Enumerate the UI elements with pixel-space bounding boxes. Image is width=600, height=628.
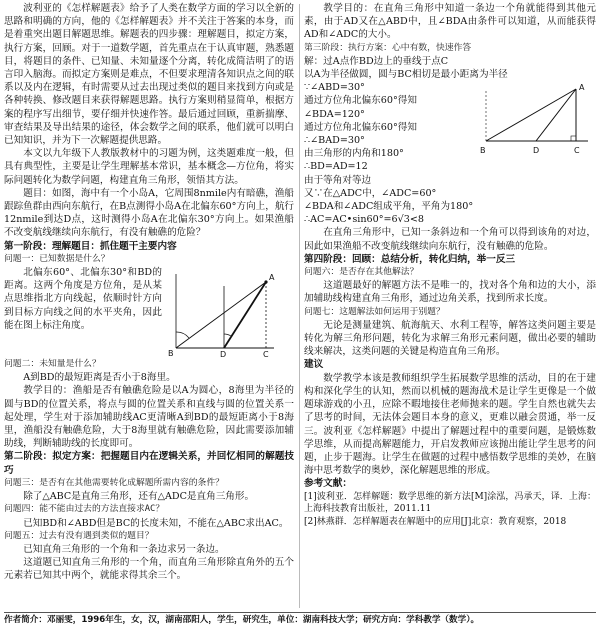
reference-item: [2]林燕群．怎样解题表在解题中的应用[J]北京：教育观察，2018 [304, 516, 567, 527]
stage-3-heading: 第三阶段：执行方案：心中有数，快速作答 [304, 42, 472, 53]
intro-paragraph-2: 本文以九年级下人教版教材中的习题为例，这类题难度一般，但具有典型性，主要是让学生理解基本常识，基本概念—方位角，将实际问题转化为数学问题，构建直角三角形，领悟其方法。 [4, 148, 294, 186]
answer-1: 北偏东60°、北偏东30°和BD的距离。这两个角度是方位角，是从某点思维指北方向线起，依顺时针方向到目标方向线之间的水平夹角，因此能在图上标注角度。 [4, 267, 162, 331]
answer-4: 已知BD和∠ABD但是BC的长度未知，不能在△ABC求出AC。 [23, 517, 289, 529]
solution-line: ∴AC=AC•sin60°=6√3<8 [304, 214, 425, 226]
figure-2-diagram [478, 81, 596, 159]
question-2: 问题二：未知量是什么？ [4, 359, 101, 370]
fig1-label-c: C [263, 350, 269, 359]
right-column [304, 2, 596, 610]
solution-line: ∴BD=AD=12 [304, 161, 368, 173]
question-1: 问题一：已知数据是什么？ [4, 253, 110, 264]
teaching-purpose-paragraph: 教学目的：在直角三角形中知道一条边一个角就能得到其他元素，由于AD又在△ABD中，且∠BDA由条件可以知道，从而能获得AD和∠ADC的大小。 [304, 3, 596, 41]
solution-line: ∠BDA=120° [304, 108, 365, 120]
solution-intro: 解：过A点作BD边上的垂线于点C [304, 55, 449, 67]
solution-line: 由三角形的内角和180° [304, 148, 404, 160]
solution-line: ∴∠BAD=30° [304, 135, 365, 147]
article-page [4, 2, 596, 610]
application-paragraph: 无论是测量建筑、航海航天、水利工程等，解答这类问题主要是转化为解三角形问题，转化为求解三角形元素问题，做出必要的辅助线来解决，这类问题的关键是构造直角三角形。 [304, 319, 596, 358]
answer-3: 除了△ABC是直角三角形，还有△ADC是直角三角形。 [23, 491, 255, 503]
suggestion-heading: 建议 [304, 359, 324, 371]
answer-5: 已知直角三角形的一个角和一条边求另一条边。 [23, 543, 225, 555]
solution-line: ∠BDA和∠ADC组成平角，平角为180° [304, 201, 474, 213]
fig2-label-d: D [533, 146, 540, 156]
question-3: 问题三：是否有在其他需要转化成解题所需内容的条件？ [4, 477, 224, 488]
stage-1-heading: 第一阶段：理解题目：抓住题干主要内容 [4, 240, 177, 252]
answer-2: A到BD的最短距离是否小于8海里。 [23, 372, 176, 384]
column-divider [299, 4, 300, 608]
fig1-label-b: B [168, 349, 174, 359]
figure-1-diagram [162, 266, 294, 358]
solution-line: ∵∠ABD=30° [304, 82, 365, 94]
method-paragraph: 这道题最好的解题方法不是唯一的，找对各个角和边的大小，添加辅助线构建直角三角形，通过边角关系，找到所求长度。 [304, 280, 596, 305]
solution-circle: 以A为半径做圆，圆与BC相切是最小距离为半径 [304, 69, 508, 81]
solution-line: 又∵在△ADC中，∠ADC=60° [304, 187, 437, 199]
fig2-label-b: B [480, 146, 486, 156]
fig2-label-c: C [574, 146, 580, 156]
figure-2-block [304, 81, 596, 187]
stage-2-heading: 第二阶段：拟定方案：把握题目内在逻辑关系，并回忆相同的解题技巧 [4, 451, 294, 476]
figure-1-block [4, 266, 294, 358]
question-7: 问题七：这题解法如何运用于别题？ [304, 306, 445, 317]
solution-line: 通过方位角北偏东60°得知 [304, 95, 417, 107]
stage-4-heading: 第四阶段：回顾：总结分析，转化归纳，举一反三 [304, 253, 516, 265]
question-5: 问题五：过去有没有遇到类似的题目？ [4, 530, 154, 541]
solution-steps [304, 81, 478, 187]
problem-statement: 题目：如图，海中有一个小岛A，它周围8nmile内有暗礁，渔船跟踪鱼群由西向东航行，在B点测得小岛A在北偏东60°方向上，航行12nmile到达D点，这时测得小岛A在北偏东30°方向上。如果渔船不改变航线继续向东航行，有没有触礁的危险？ [4, 187, 294, 239]
solution-line: 由于等角对等边 [304, 174, 372, 186]
conclusion-paragraph: 在直角三角形中，已知一条斜边和一个角可以得到该角的对边，因此如果渔船不改变航线继续向东航行，没有触礁的危险。 [304, 227, 596, 252]
fig1-label-a: A [269, 273, 275, 283]
fig2-label-a: A [579, 83, 585, 93]
author-footnote: 作者简介：邓丽雯，1996年生，女，汉，湖南邵阳人，学生，研究生，单位：湖南科技大学；研究方向：学科教学（数学）。 [4, 612, 596, 627]
question-6: 问题六：是否存在其他解法？ [304, 267, 419, 278]
fig1-label-d: D [220, 350, 227, 359]
analysis-paragraph: 教学目的：渔船是否有触礁危险是以A为圆心，8海里为半径的圆与BD的位置关系，将点与圆的位置关系和直线与圆的位置关系一起处理，学生对于添加辅助线AC更清晰A到BD的最短距离小于8海里，渔船没有触礁危险，大于8海里就有触礁危险，因此需要添加辅助线，判断辅助线的长度即可。 [4, 385, 294, 450]
left-column [4, 2, 294, 610]
intro-paragraph: 波利亚的《怎样解题表》给予了人类在数学方面的学习以全新的思路和明确的方向，他的《怎样解题表》并不关注于答案的本身，而是着重突出题目解题思维。解题表的四步骤：理解题目，拟定方案，执行方案，回顾。对于一道数学题，首先重点在于认真审题，熟悉题目，将题目的条件、已知量、未知量逐个分离，转化成简洁明了的语言印入脑海。而拟定方案则是难点，不但要求理清各知识点之间的联系以及内在逻辑，有时需要从过去出现过类似的题目来找到方向或是各种转换、修改题目来获得解题思路。执行方案则稍显简单，根据方案的程序写出细节，要仔细并快速作答。最后通过回顾，重新揣摩、审查结果及导出结果的途径，体会数学之间的联系，他们就可以明白已知知识，并为下一次解题提供思路。 [4, 3, 294, 147]
question-4: 问题四：能不能由过去的方法直接求AC？ [4, 504, 165, 515]
reference-item: [1]波利亚．怎样解题：数学思维的新方法[M]涂泓，冯承天，译．上海：上海科技教育出版社，2011.11 [304, 491, 596, 515]
references-heading: 参考文献： [304, 478, 352, 490]
solution-line: 通过方位角北偏东60°得知 [304, 121, 417, 133]
known-paragraph: 这道题已知直角三角形的一个角，而直角三角形除直角外的五个元素若已知其中两个，就能求得其余三个。 [4, 557, 294, 582]
suggestion-paragraph: 数学教学本该是教师组织学生拓展数学思维的活动，目的在于建构和深化学生的认知，然而以机械的题海战术是让学生更像是一个做题球游戏的小丑，应除不暇地接住老师抛来的题。学生自然也就失去了思考的时间，无法体会题目本身的意义，更难以融会贯通，举一反三。波利亚《怎样解题》中提出了解题过程中的重要问题，是锻炼数学思维，从而提高解题能力，开启发教师应该抛出能让学生思考的问题，止步于题海。让学生在做题的过程中感悟数学思维的美妙，在脑海中思考数学的奥妙，深化解题思维的形成。 [304, 372, 596, 477]
